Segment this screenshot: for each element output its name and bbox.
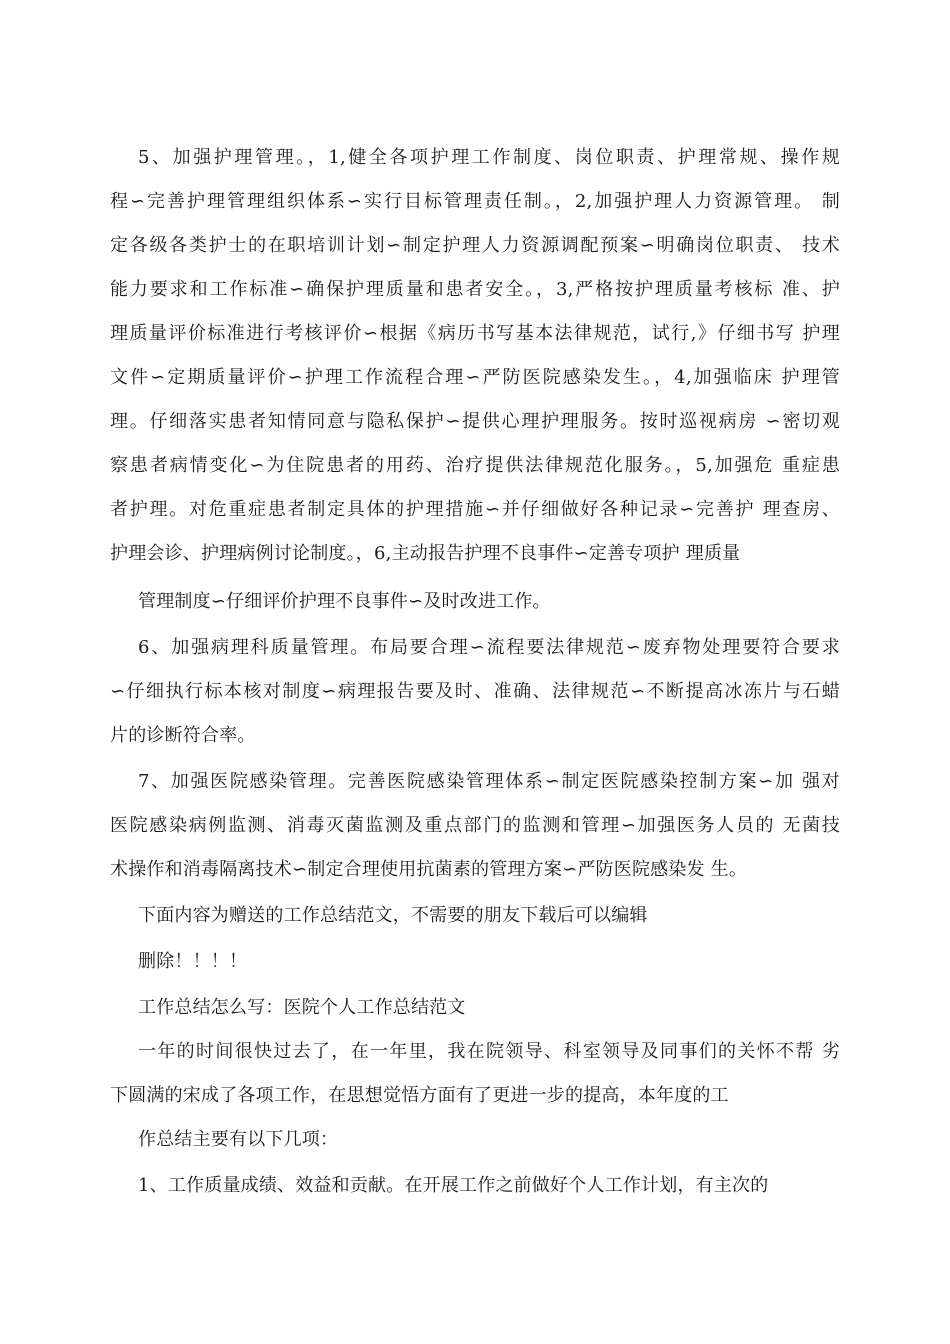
paragraph-line: 程∽完善护理管理组织体系∽实行目标管理责任制。，2,加强护理人力资源管理。 制 (110, 191, 840, 212)
paragraph-line: 6、加强病理科质量管理。布局要合理∽流程要法律规范∽废弃物处理要符合要求 (138, 637, 840, 658)
paragraph-line: 一年的时间很快过去了，在一年里，我在院领导、科室领导及同事们的关怀不帮 劣 (138, 1041, 840, 1062)
paragraph-line: 片的诊断符合率。 (110, 725, 256, 746)
paragraph-line: 1、工作质量成绩、效益和贡献。在开展工作之前做好个人工作计划，有主次的 (138, 1175, 769, 1196)
paragraph-line: 文件∽定期质量评价∽护理工作流程合理∽严防医院感染发生。，4,加强临床 护理管 (110, 367, 840, 388)
paragraph-line: 医院感染病例监测、消毒灭菌监测及重点部门的监测和管理∽加强医务人员的 无菌技 (110, 815, 840, 836)
paragraph-line: 管理制度∽仔细评价护理不良事件∽及时改进工作。 (138, 591, 551, 612)
paragraph-line: 下圆满的宋成了各项工作，在思想觉悟方面有了更进一步的提高，本年度的工 (110, 1085, 729, 1106)
paragraph-line: 护理会诊、护理病例讨论制度。，6,主动报告护理不良事件∽定善专项护 理质量 (110, 543, 741, 564)
paragraph-line: 理。仔细落实患者知情同意与隐私保护∽提供心理护理服务。按时巡视病房 ∽密切观 (110, 411, 840, 432)
paragraph-line: 察患者病情变化∽为住院患者的用药、治疗提供法律规范化服务。，5,加强危 重症患 (110, 455, 840, 476)
paragraph-line: 者护理。对危重症患者制定具体的护理措施∽并仔细做好各种记录∽完善护 理查房、 (110, 499, 840, 520)
paragraph-line: 删除！！！！ (138, 951, 248, 972)
paragraph-line: 7、加强医院感染管理。完善医院感染管理体系∽制定医院感染控制方案∽加 强对 (138, 771, 840, 792)
paragraph-line: ∽仔细执行标本核对制度∽病理报告要及时、准确、法律规范∽不断提高冰冻片与石蜡 (110, 681, 840, 702)
paragraph-line: 作总结主要有以下几项： (138, 1129, 339, 1150)
paragraph-line: 能力要求和工作标准∽确保护理质量和患者安全。，3,严格按护理质量考核标 准、护 (110, 279, 840, 300)
paragraph-line: 定各级各类护士的在职培训计划∽制定护理人力资源调配预案∽明确岗位职责、 技术 (110, 235, 840, 256)
section-title: 工作总结怎么写：医院个人工作总结范文 (138, 997, 466, 1018)
paragraph-line: 下面内容为赠送的工作总结范文，不需要的朋友下载后可以编辑 (138, 905, 648, 926)
paragraph-line: 理质量评价标准进行考核评价∽根据《病历书写基本法律规范，试行,》仔细书写 护理 (110, 323, 840, 344)
paragraph-line: 术操作和消毒隔离技术∽制定合理使用抗菌素的管理方案∽严防医院感染发 生。 (110, 859, 748, 880)
paragraph-line: 5、加强护理管理。，1,健全各项护理工作制度、岗位职责、护理常规、操作规 (138, 147, 840, 168)
